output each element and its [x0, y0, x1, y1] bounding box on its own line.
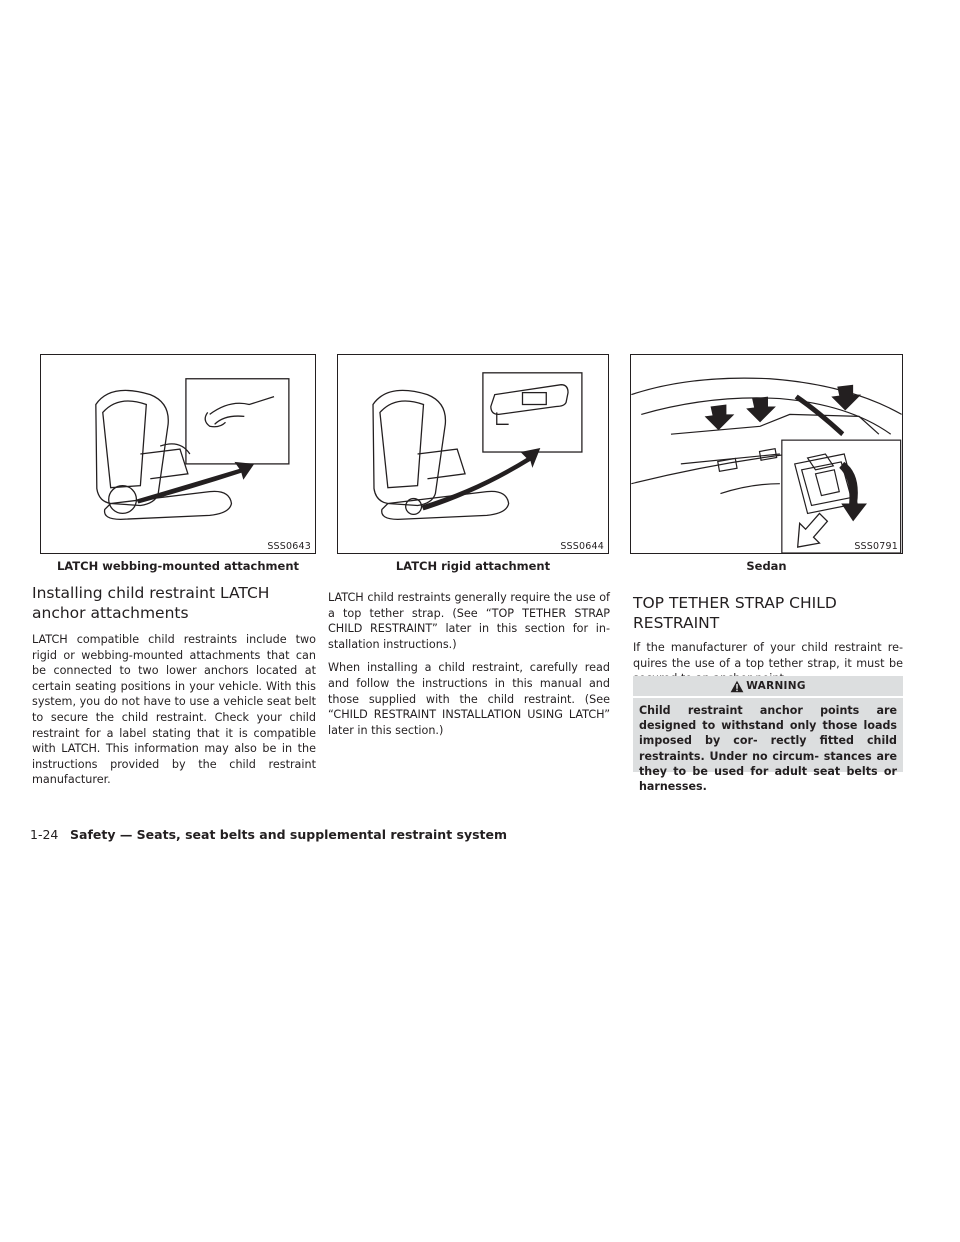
- section-title: Safety — Seats, seat belts and supplemental restraint system: [70, 827, 508, 842]
- sedan-tether-anchor-illustration: [631, 355, 902, 553]
- warning-header: [633, 676, 903, 698]
- figure-caption: Sedan: [746, 559, 787, 573]
- warning-box: [633, 676, 903, 794]
- warning-triangle-icon: [730, 680, 744, 693]
- figure-caption: LATCH rigid attachment: [395, 559, 551, 573]
- figure-code: SSS0791: [854, 541, 898, 552]
- figure-caption: LATCH webbing-mounted attachment: [56, 559, 300, 573]
- left-column: [32, 583, 316, 796]
- latch-rigid-illustration: [338, 355, 608, 553]
- figure-code: SSS0643: [267, 541, 311, 552]
- section-heading: TOP TETHER STRAP CHILD RESTRAINT: [633, 594, 837, 632]
- middle-column: [328, 590, 610, 746]
- warning-label: WARNING: [746, 680, 806, 692]
- figure-sedan: [630, 354, 903, 554]
- latch-webbing-illustration: [41, 355, 315, 553]
- figure-latch-webbing: [40, 354, 316, 554]
- warning-text: Child restraint anchor points are designed to withstand only those loads imposed by cor- rectly fitted child restraints. Under no circum- stances are they to be used for adult seat belts or harnesses.: [639, 704, 897, 794]
- page-number: 1-24: [30, 827, 59, 842]
- figure-code: SSS0644: [560, 541, 604, 552]
- body-paragraph: When installing a child restraint, carefully read and follow the instructions in this manual and those supplied with the child restraint. (See “CHILD RESTRAINT INSTALLATION USING LATCH” later in this section.): [328, 661, 610, 737]
- page-footer: [30, 827, 507, 842]
- body-paragraph: LATCH child restraints generally require the use of a top tether strap. (See “TOP TETHER STRAP CHILD RESTRAINT” later in this section for in- stallation instructions.): [328, 591, 610, 651]
- figure-latch-rigid: [337, 354, 609, 554]
- section-heading: Installing child restraint LATCH anchor attachments: [32, 584, 270, 622]
- body-paragraph: If the manufacturer of your child restraint re- quires the use of a top tether strap, it must be: [633, 641, 903, 670]
- body-paragraph: LATCH compatible child restraints include two rigid or webbing-mounted attachments that can be connected to two lower anchors located at certain seating positions in your vehicle. With this system, you do not have to use a vehicle seat belt to secure the child restraint. Check your child restraint for a label stating that it is compatible with LATCH. This information may also be in the instructions provided by the child restraint manufacturer.: [32, 633, 316, 787]
